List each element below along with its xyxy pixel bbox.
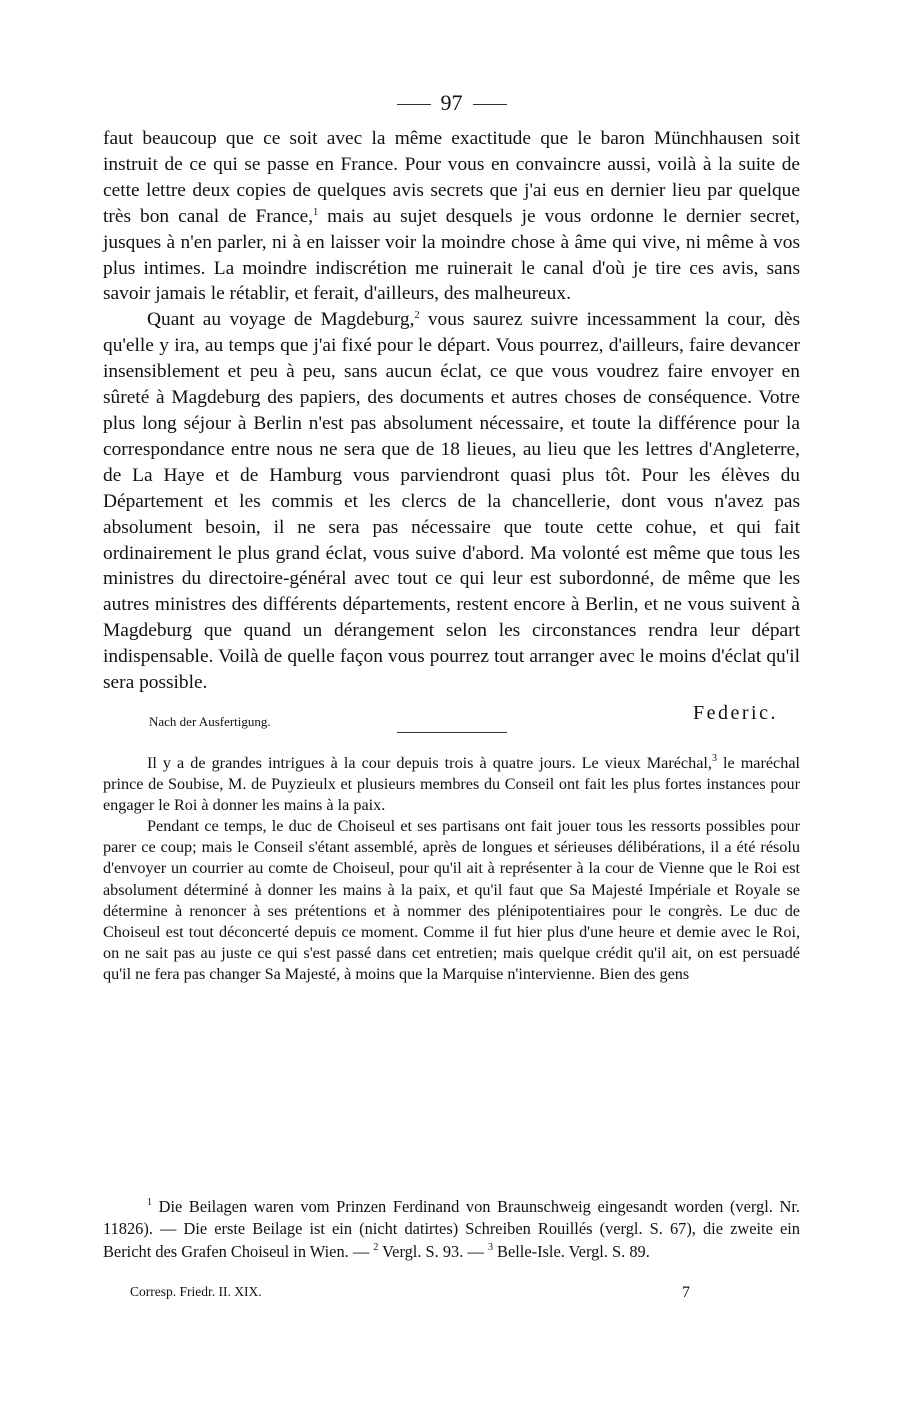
header-dash-left xyxy=(397,104,431,105)
enclosure-paragraph-1-text-b: le maréchal prince de Soubise, M. de Puyzieulx et plusieurs membres du Conseil ont fait les plus fortes instances pour engager le Roi à donner les mains à la paix. xyxy=(103,753,801,815)
paragraph-1-text-a: faut beaucoup que ce soit avec la même exactitude que le baron Münchhausen soit instruit de ce qui se passe en France. Pour vous en convaincre aussi, voilà à la suite de cette lettre deux copies de quelques avis secrets que j'ai eus en dernier lieu par quelque très bon canal de France, xyxy=(103,128,800,227)
letter-text xyxy=(103,126,800,696)
header-dash-right xyxy=(473,104,507,105)
paragraph-1 xyxy=(103,126,800,307)
footnote-3-text: Belle-Isle. Vergl. S. 89. xyxy=(492,1241,650,1261)
paragraph-2-text-a: Quant au voyage de Magdeburg, xyxy=(147,309,415,331)
series-title: Corresp. Friedr. II. XIX. xyxy=(130,1284,262,1299)
paragraph-2-text-b: vous saurez suivre incessamment la cour, dès qu'elle y ira, au temps que j'ai fixé pour le départ. Vous pourrez, d'ailleurs, faire devancer insensiblement et peu à peu, sans aucun éclat, ce que vous voudrez faire envoyer en sûreté à Magdeburg des papiers, des documents et autres choses de conséquence. Votre plus long séjour à Berlin n'est pas absolument nécessaire, et toute la différence pour la correspondance entre nous ne sera que de 18 lieues, au lieu que les lettres d'Angleterre, de La Haye et de Hamburg vous parviendront quasi plus tôt. Pour les élèves du Département et les commis et les clercs de la chancellerie, dont vous n'avez pas absolument besoin, il ne sera pas nécessaire que toute cette cohue, et qui fait ordinairement le plus grand éclat, vous suive d'abord. Ma volonté est même que tous les ministres du directoire-général avec tout ce qui leur est subordonné, de même que les autres ministres des différents départements, restent encore à Berlin, et ne vous suivent à Magdeburg que quand un dérangement selon les circonstances rendra leur départ indispensable. Voilà de quelle façon vous pourrez tout arranger avec le moins d'éclat qu'il sera possible. xyxy=(103,309,801,694)
footnote-2-text: Vergl. S. 93. — xyxy=(378,1241,488,1261)
page-body xyxy=(103,88,800,985)
page-footer xyxy=(130,1284,690,1300)
footnote-ref-1: 1 xyxy=(313,206,319,218)
footnotes xyxy=(103,1196,800,1263)
signature-row xyxy=(103,696,800,730)
separator-line xyxy=(397,732,507,733)
enclosure-paragraph-2: Pendant ce temps, le duc de Choiseul et ses partisans ont fait jouer tous les ressorts possibles pour parer ce coup; mais le Conseil s'étant assemblé, après de longues et sérieuses délibérations, il a été résolu d'envoyer un courrier au comte de Choiseul, pour qu'il ait à représenter à la cour de Vienne que le Roi est absolument déterminé à donner les mains à la paix, et qu'il faut que Sa Majesté Impériale et Royale se détermine à renoncer à ses prétentions et à nommer des plénipotentiaires pour le congrès. Le duc de Choiseul est tout déconcerté depuis ce moment. Comme il fut hier plus d'une heure et demie avec le Roi, on ne sait pas au juste ce qui s'est passé dans cet entretien; mais quelque crédit qu'il ait, on est persuadé qu'il ne fera pas changer Sa Majesté, à moins que la Marquise n'intervienne. Bien des gens xyxy=(103,817,800,983)
enclosure-paragraph-1-text-a: Il y a de grandes intrigues à la cour depuis trois à quatre jours. Le vieux Maréchal, xyxy=(147,753,712,772)
paragraph-2 xyxy=(103,307,800,696)
enclosure-paragraph-1 xyxy=(103,753,800,816)
signature-number: 7 xyxy=(682,1284,690,1301)
footnote-ref-3: 3 xyxy=(711,752,717,764)
page-number: 97 xyxy=(440,90,463,115)
footnote-mark-1: 1 xyxy=(147,1197,152,1208)
footnote-ref-2: 2 xyxy=(414,310,420,322)
signature: Federic. xyxy=(693,701,778,724)
page-header xyxy=(103,88,800,118)
footnote-1-text: Die Beilagen waren vom Prinzen Ferdinand von Braunschweig eingesandt worden (vergl. Nr. 11826). — Die erste Beilage ist ein (nicht datirtes) Schreiben Rouillés (vergl. S. 67), die zweite ein Bericht des Grafen Choiseul in Wien. — xyxy=(103,1197,800,1261)
enclosure-text xyxy=(103,753,800,985)
paragraph-1-text-b: mais au sujet desquels je vous ordonne le dernier secret, jusques à n'en parler, ni à en laisser voir la moindre chose à âme qui vive, ni même à vos plus intimes. La moindre indiscrétion me ruinerait le canal d'où je tire ces avis, sans savoir jamais le rétablir, et ferait, d'ailleurs, des malheureux. xyxy=(103,205,800,305)
footnote-mark-3: 3 xyxy=(487,1241,493,1253)
source-note: Nach der Ausfertigung. xyxy=(149,713,271,729)
footnote-mark-2: 2 xyxy=(373,1241,379,1253)
footnote-block xyxy=(103,1196,800,1263)
